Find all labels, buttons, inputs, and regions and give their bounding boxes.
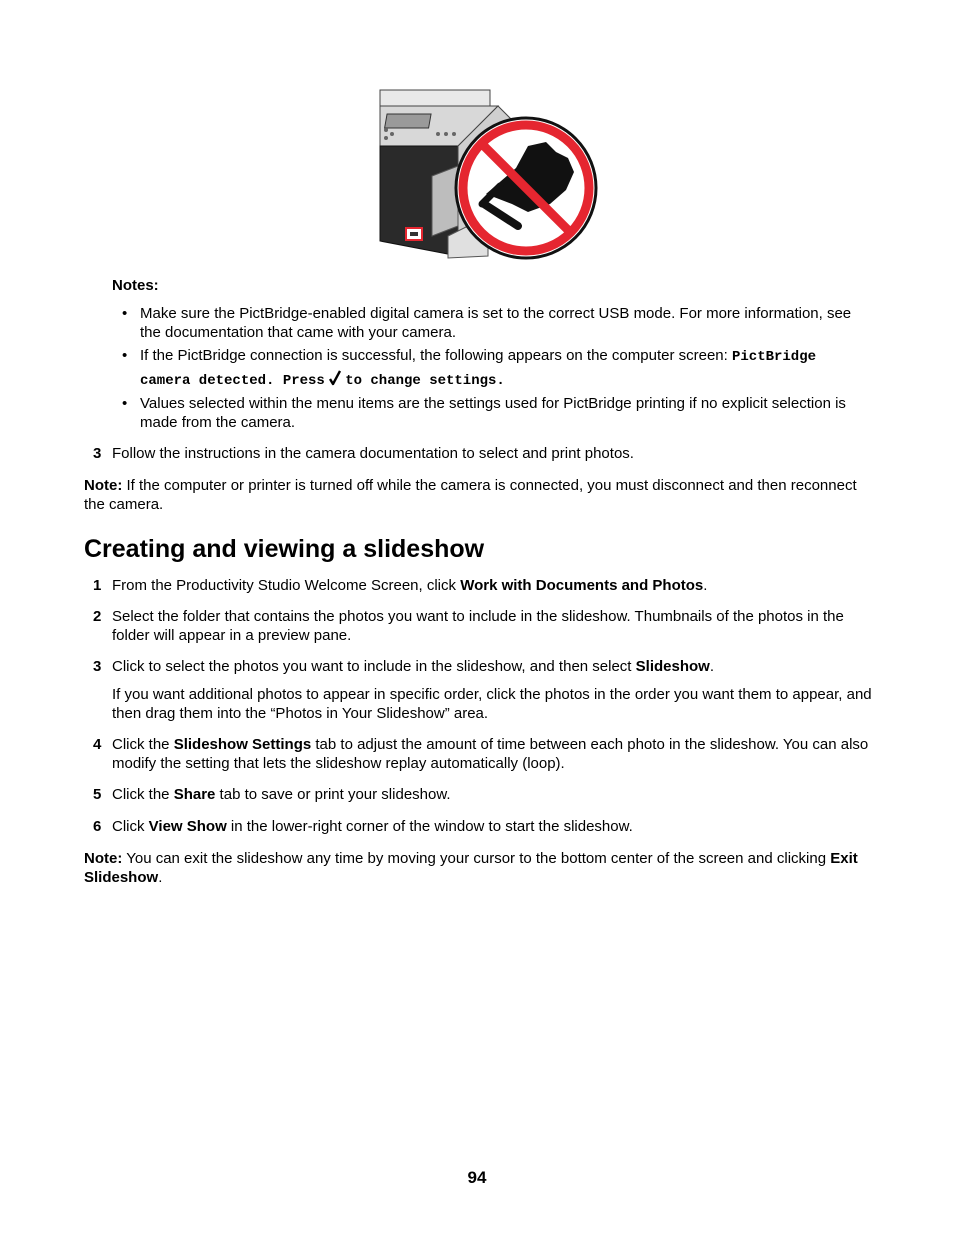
step-text-part: in the lower-right corner of the window to start the slideshow. bbox=[226, 818, 633, 835]
step-text-part: . bbox=[703, 577, 708, 594]
note-text: If the computer or printer is turned off while the camera is connected, you must disconnect and then reconnect the camera. bbox=[84, 477, 857, 513]
step-text-part: Click bbox=[112, 818, 149, 835]
note-item-text: If the PictBridge connection is successful, the following appears on the computer screen: bbox=[140, 347, 728, 364]
step-text-part: . bbox=[709, 658, 715, 675]
step-text-part: tab to save or print your slideshow. bbox=[215, 786, 451, 803]
checkmark-icon bbox=[329, 370, 341, 386]
ui-label: Exit Slideshow bbox=[84, 850, 858, 886]
step-number: 1 bbox=[93, 577, 102, 594]
section-title: Creating and viewing a slideshow bbox=[84, 535, 485, 563]
step-text-part: From the Productivity Studio Welcome Screen, click bbox=[112, 577, 461, 594]
step-text bbox=[112, 735, 874, 773]
note-item: Make sure the PictBridge-enabled digital camera is set to the correct USB mode. For more information, see the documentation that came with your camera. bbox=[140, 305, 852, 341]
note-paragraph bbox=[84, 476, 874, 514]
note-item bbox=[140, 346, 875, 367]
note-text: You can exit the slideshow any time by moving your cursor to the bottom center of the screen and clicking bbox=[122, 850, 831, 867]
step-text: Select the folder that contains the photos you want to include in the slideshow. Thumbnails of the photos in the folder will appear in a preview pane. bbox=[112, 608, 844, 644]
step-text bbox=[112, 657, 874, 676]
note-label: Note: bbox=[84, 850, 123, 867]
bullet-dot: • bbox=[122, 347, 128, 364]
note-text: . bbox=[158, 869, 163, 886]
step-text-part: Click to select the photos you want to include in the slideshow, and then select bbox=[112, 658, 636, 675]
ui-label: Share bbox=[173, 786, 216, 803]
code-text: camera detected. Press bbox=[140, 373, 325, 389]
ui-label: Slideshow Settings bbox=[173, 736, 312, 753]
bullet-dot: • bbox=[122, 395, 128, 412]
ui-label: Slideshow bbox=[635, 658, 710, 675]
notes-label: Notes: bbox=[112, 277, 159, 294]
page-number: 94 bbox=[467, 1168, 487, 1187]
step-extra-text: If you want additional photos to appear in specific order, click the photos in the order you want them to appear, and then drag them into the “Photos in Your Slideshow” area. bbox=[112, 686, 872, 722]
step-text-part: Click the bbox=[112, 736, 174, 753]
bullet-dot: • bbox=[122, 305, 128, 322]
step-text-part: tab to adjust the amount of time between each photo in the slideshow. You can also modify the setting that lets the slideshow replay automatically (loop). bbox=[112, 736, 869, 772]
step-text bbox=[112, 817, 874, 836]
code-text: PictBridge bbox=[732, 349, 817, 365]
step-number: 6 bbox=[93, 818, 102, 835]
step-number: 4 bbox=[93, 736, 102, 753]
ui-label: Work with Documents and Photos bbox=[460, 577, 704, 594]
step-number: 2 bbox=[93, 608, 102, 625]
step-number: 5 bbox=[93, 786, 102, 803]
step-text: Follow the instructions in the camera documentation to select and print photos. bbox=[112, 445, 634, 462]
code-text: to change settings. bbox=[345, 373, 505, 389]
code-line bbox=[140, 370, 875, 391]
printer-no-touch-illustration bbox=[378, 86, 606, 262]
step-text bbox=[112, 785, 874, 804]
step-number: 3 bbox=[93, 658, 102, 675]
step-number: 3 bbox=[93, 445, 102, 462]
step-text-part: Click the bbox=[112, 786, 174, 803]
ui-label: View Show bbox=[148, 818, 227, 835]
note-paragraph bbox=[84, 849, 874, 887]
note-label: Note: bbox=[84, 477, 123, 494]
note-item: Values selected within the menu items are the settings used for PictBridge printing if no explicit selection is made from the camera. bbox=[140, 395, 846, 431]
step-text bbox=[112, 576, 874, 595]
